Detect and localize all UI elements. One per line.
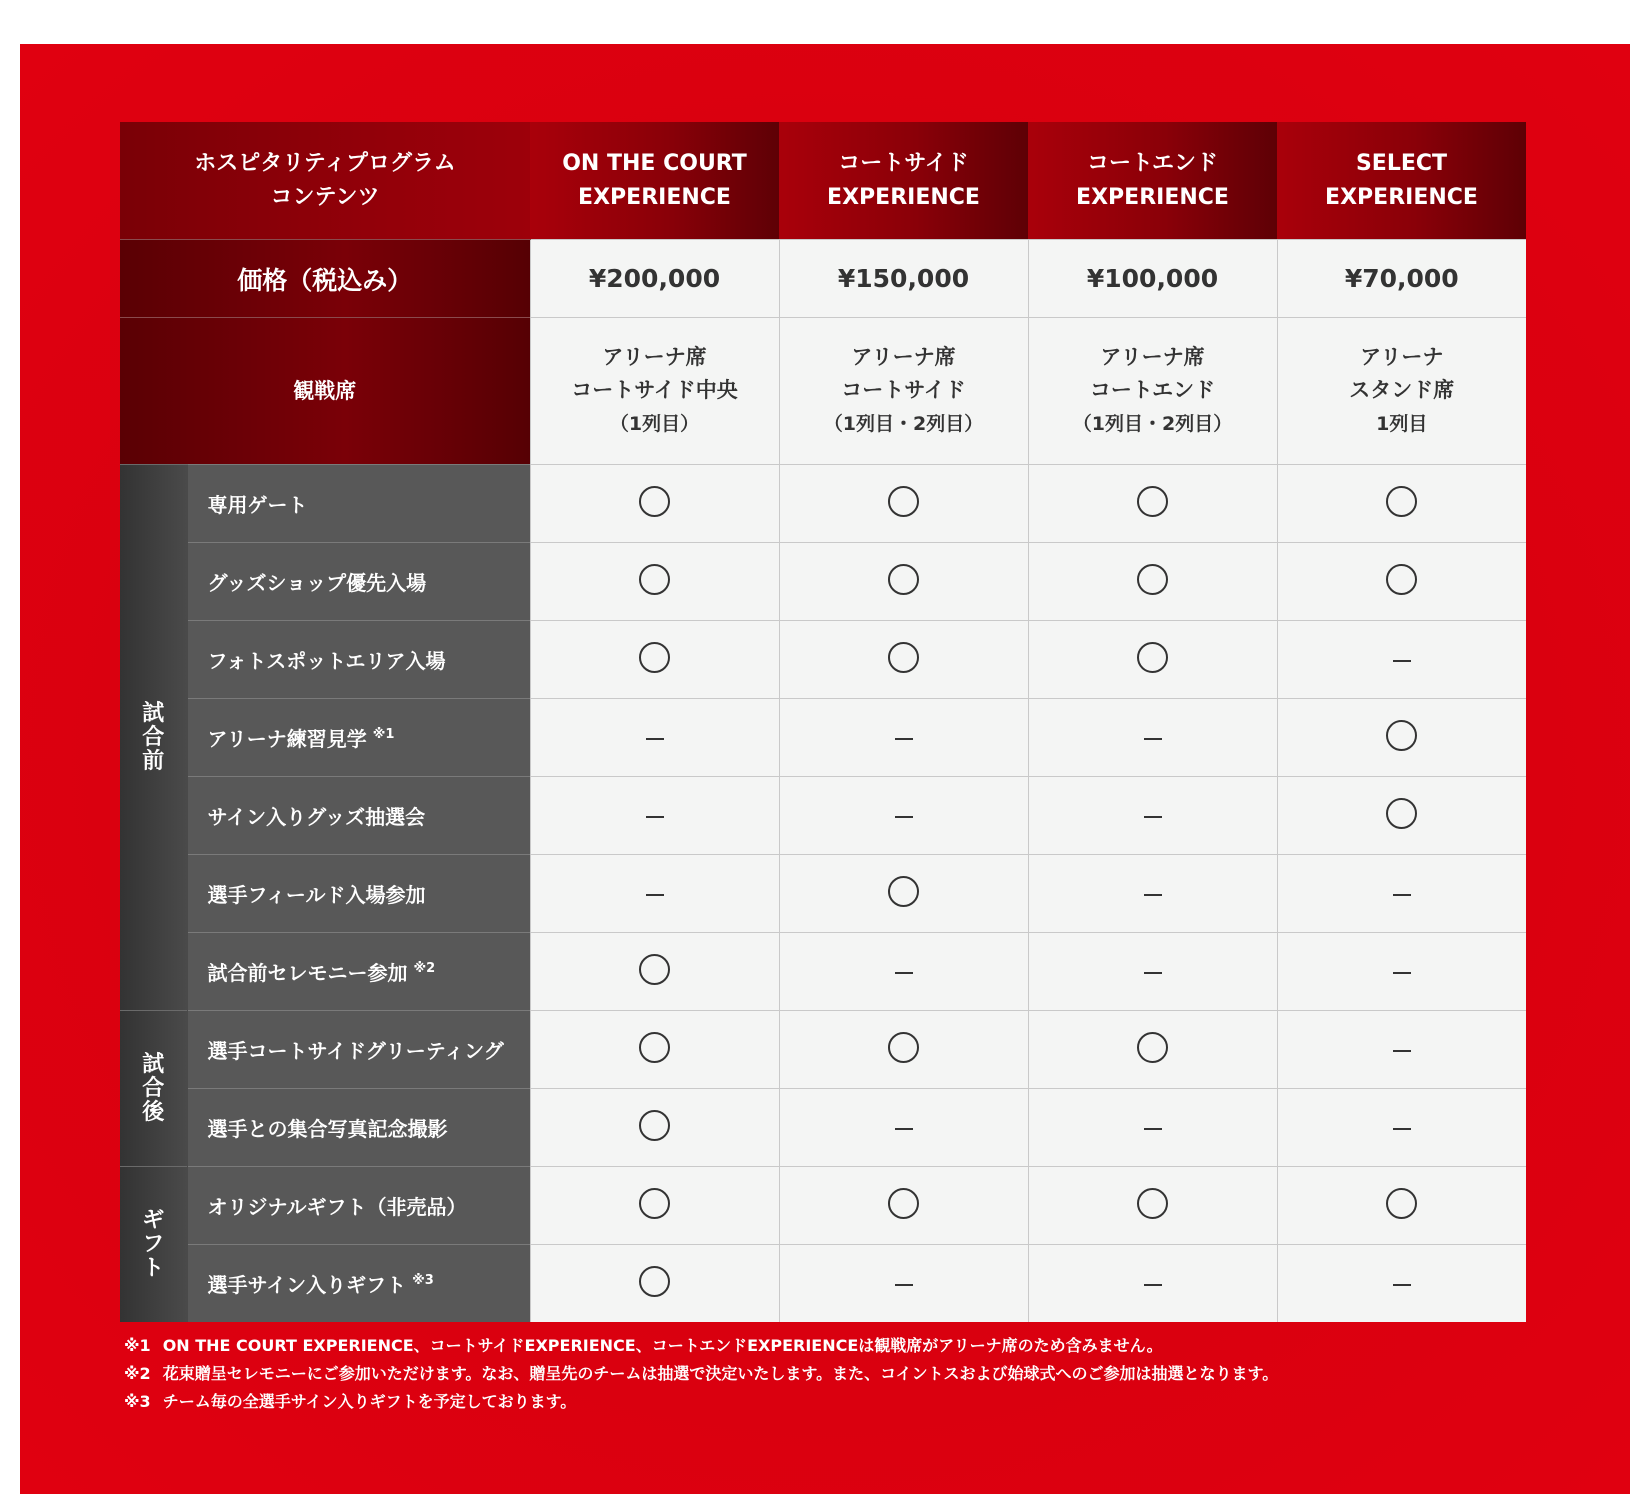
included-circle-icon <box>639 1188 670 1219</box>
availability-cell <box>530 1167 779 1245</box>
availability-cell <box>530 543 779 621</box>
feature-row <box>120 855 1526 933</box>
availability-cell <box>1277 1011 1526 1089</box>
included-circle-icon <box>1137 1032 1168 1063</box>
availability-cell <box>779 543 1028 621</box>
footnote: ※3 チーム毎の全選手サイン入りギフトを予定しております。 <box>124 1392 577 1411</box>
category-label: 試合後 <box>120 1011 187 1167</box>
included-circle-icon <box>639 1032 670 1063</box>
feature-row <box>120 465 1526 543</box>
feature-row <box>120 1089 1526 1167</box>
availability-cell <box>1277 855 1526 933</box>
feature-label: オリジナルギフト（非売品） <box>187 1167 530 1245</box>
availability-cell <box>1028 1089 1277 1167</box>
availability-cell <box>1028 855 1277 933</box>
included-circle-icon <box>888 1188 919 1219</box>
price-value: ¥100,000 <box>1028 240 1277 318</box>
availability-cell <box>530 777 779 855</box>
availability-cell <box>1028 777 1277 855</box>
availability-cell <box>779 621 1028 699</box>
availability-cell <box>530 1245 779 1323</box>
availability-cell <box>779 1167 1028 1245</box>
feature-label: 選手との集合写真記念撮影 <box>187 1089 530 1167</box>
included-circle-icon <box>1137 642 1168 673</box>
not-included-dash-icon <box>895 1128 913 1130</box>
not-included-dash-icon <box>1393 894 1411 896</box>
footnote-ref: ※1 <box>372 727 395 742</box>
not-included-dash-icon <box>1144 894 1162 896</box>
comparison-table <box>120 122 1526 1322</box>
availability-cell <box>779 465 1028 543</box>
feature-row <box>120 1245 1526 1323</box>
not-included-dash-icon <box>646 738 664 740</box>
availability-cell <box>1028 543 1277 621</box>
price-value: ¥70,000 <box>1277 240 1526 318</box>
included-circle-icon <box>1137 564 1168 595</box>
not-included-dash-icon <box>895 1284 913 1286</box>
availability-cell <box>1028 1011 1277 1089</box>
availability-cell <box>779 1245 1028 1323</box>
availability-cell <box>1028 621 1277 699</box>
availability-cell <box>530 1089 779 1167</box>
included-circle-icon <box>639 1266 670 1297</box>
availability-cell <box>1028 933 1277 1011</box>
feature-label: 選手コートサイドグリーティング <box>187 1011 530 1089</box>
not-included-dash-icon <box>1144 1128 1162 1130</box>
availability-cell <box>530 699 779 777</box>
not-included-dash-icon <box>1393 1128 1411 1130</box>
included-circle-icon <box>639 486 670 517</box>
feature-row <box>120 1011 1526 1089</box>
included-circle-icon <box>1386 486 1417 517</box>
availability-cell <box>779 855 1028 933</box>
not-included-dash-icon <box>646 816 664 818</box>
availability-cell <box>1028 465 1277 543</box>
included-circle-icon <box>888 876 919 907</box>
feature-row <box>120 777 1526 855</box>
availability-cell <box>779 777 1028 855</box>
not-included-dash-icon <box>1393 660 1411 662</box>
included-circle-icon <box>639 564 670 595</box>
included-circle-icon <box>1137 486 1168 517</box>
availability-cell <box>1277 933 1526 1011</box>
feature-row <box>120 543 1526 621</box>
included-circle-icon <box>888 1032 919 1063</box>
not-included-dash-icon <box>895 738 913 740</box>
feature-label: サイン入りグッズ抽選会 <box>187 777 530 855</box>
feature-row <box>120 933 1526 1011</box>
included-circle-icon <box>888 564 919 595</box>
included-circle-icon <box>888 486 919 517</box>
availability-cell <box>1277 621 1526 699</box>
header-plan-courtend: コートエンド EXPERIENCE <box>1028 122 1277 240</box>
header-plan-courtside: コートサイド EXPERIENCE <box>779 122 1028 240</box>
not-included-dash-icon <box>1144 972 1162 974</box>
availability-cell <box>1277 1167 1526 1245</box>
availability-cell <box>1277 465 1526 543</box>
included-circle-icon <box>639 954 670 985</box>
not-included-dash-icon <box>1393 972 1411 974</box>
feature-row <box>120 1167 1526 1245</box>
feature-row <box>120 699 1526 777</box>
availability-cell <box>1277 777 1526 855</box>
not-included-dash-icon <box>1393 1050 1411 1052</box>
feature-label: 専用ゲート <box>187 465 530 543</box>
not-included-dash-icon <box>1144 1284 1162 1286</box>
seat-value: アリーナ席 コートエンド （1列目・2列目） <box>1028 318 1277 465</box>
feature-label: フォトスポットエリア入場 <box>187 621 530 699</box>
not-included-dash-icon <box>1144 816 1162 818</box>
category-label: 試合前 <box>120 465 187 1011</box>
availability-cell <box>530 933 779 1011</box>
price-value: ¥200,000 <box>530 240 779 318</box>
not-included-dash-icon <box>646 894 664 896</box>
availability-cell <box>1028 1245 1277 1323</box>
availability-cell <box>1277 699 1526 777</box>
availability-cell <box>779 1011 1028 1089</box>
price-label: 価格（税込み） <box>120 240 530 318</box>
footnote: ※2 花束贈呈セレモニーにご参加いただけます。なお、贈呈先のチームは抽選で決定いたします。また、コイントスおよび始球式へのご参加は抽選となります。 <box>124 1364 1279 1383</box>
included-circle-icon <box>1137 1188 1168 1219</box>
seat-label: 観戦席 <box>120 318 530 465</box>
included-circle-icon <box>1386 798 1417 829</box>
availability-cell <box>530 855 779 933</box>
availability-cell <box>779 1089 1028 1167</box>
footnote-ref: ※2 <box>413 961 436 976</box>
not-included-dash-icon <box>1393 1284 1411 1286</box>
footnotes <box>124 1332 1278 1416</box>
availability-cell <box>530 1011 779 1089</box>
seat-value: アリーナ席 コートサイド （1列目・2列目） <box>779 318 1028 465</box>
included-circle-icon <box>888 642 919 673</box>
included-circle-icon <box>1386 720 1417 751</box>
feature-label: 選手フィールド入場参加 <box>187 855 530 933</box>
footnote-ref: ※3 <box>412 1273 434 1288</box>
not-included-dash-icon <box>895 972 913 974</box>
feature-label: アリーナ練習見学 $^{※1}$ <box>187 699 530 777</box>
availability-cell <box>530 621 779 699</box>
feature-label: 試合前セレモニー参加 $^{※2}$ <box>187 933 530 1011</box>
availability-cell <box>1028 1167 1277 1245</box>
not-included-dash-icon <box>1144 738 1162 740</box>
price-value: ¥150,000 <box>779 240 1028 318</box>
header-contents: ホスピタリティプログラム コンテンツ <box>120 122 530 240</box>
included-circle-icon <box>1386 564 1417 595</box>
header-plan-select: SELECT EXPERIENCE <box>1277 122 1526 240</box>
availability-cell <box>779 699 1028 777</box>
included-circle-icon <box>639 642 670 673</box>
not-included-dash-icon <box>895 816 913 818</box>
footnote: ※1 ON THE COURT EXPERIENCE、コートサイドEXPERIENCE、コートエンドEXPERIENCEは観戦席がアリーナ席のため含みません。 <box>124 1336 1163 1355</box>
feature-label: 選手サイン入りギフト $^{※3}$ <box>187 1245 530 1323</box>
feature-row <box>120 621 1526 699</box>
seat-value: アリーナ席 コートサイド中央 （1列目） <box>530 318 779 465</box>
availability-cell <box>779 933 1028 1011</box>
availability-cell <box>530 465 779 543</box>
included-circle-icon <box>639 1110 670 1141</box>
availability-cell <box>1028 699 1277 777</box>
header-plan-on-the-court: ON THE COURT EXPERIENCE <box>530 122 779 240</box>
availability-cell <box>1277 543 1526 621</box>
included-circle-icon <box>1386 1188 1417 1219</box>
availability-cell <box>1277 1089 1526 1167</box>
feature-label: グッズショップ優先入場 <box>187 543 530 621</box>
seat-value: アリーナ スタンド席 1列目 <box>1277 318 1526 465</box>
category-label: ギフト <box>120 1167 187 1323</box>
availability-cell <box>1277 1245 1526 1323</box>
